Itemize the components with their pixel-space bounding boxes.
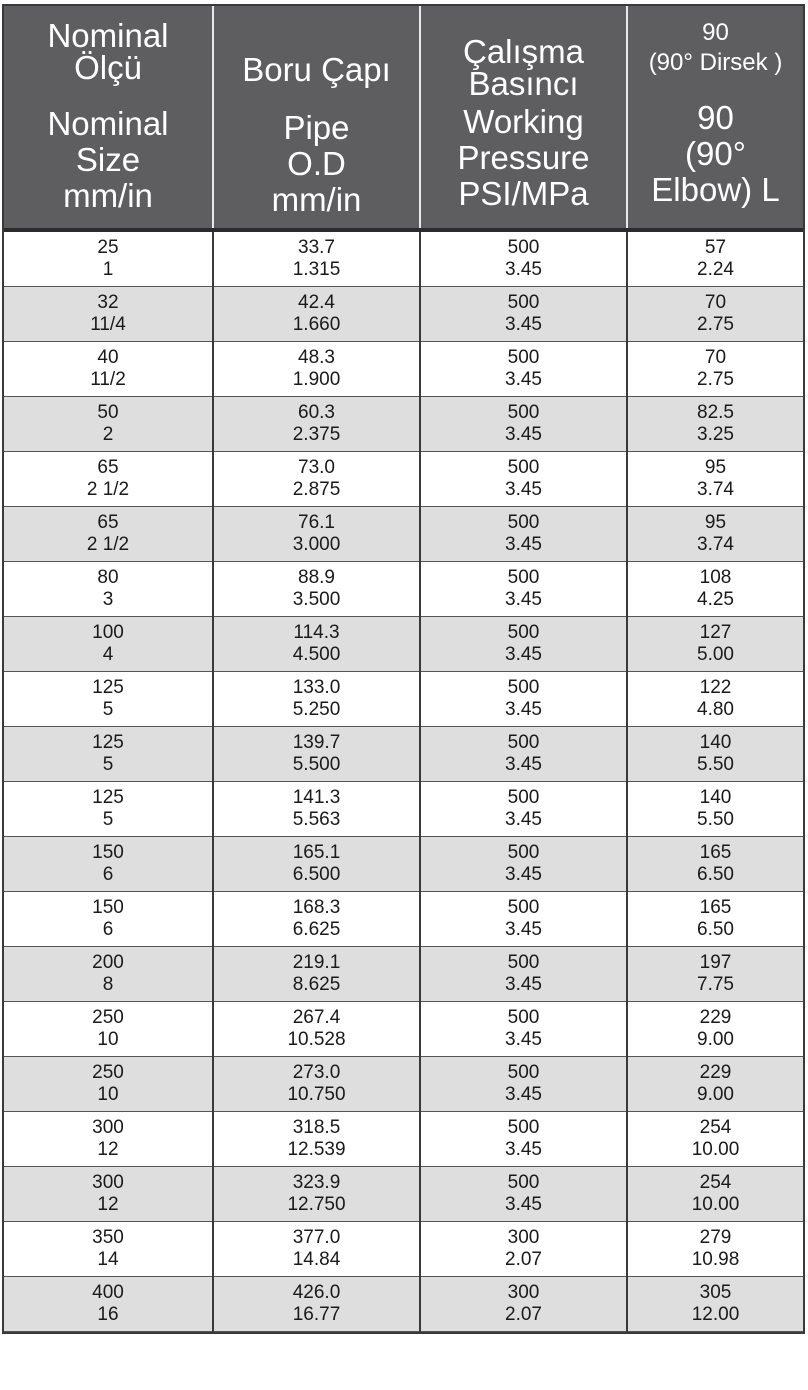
cell-value: 229 [699, 1007, 732, 1028]
cell-pipe-od [213, 947, 420, 1002]
cell-value: 10.98 [691, 1249, 740, 1270]
cell-nominal-size [4, 782, 213, 837]
cell-value: 10.750 [287, 1084, 346, 1105]
header-pressure-en-2: Pressure [457, 139, 590, 176]
cell-value: 6 [102, 864, 114, 885]
cell-value: 500 [507, 237, 540, 258]
table-body [4, 230, 803, 1332]
cell-value: 73.0 [298, 457, 335, 478]
cell-pipe-od [213, 782, 420, 837]
cell-value: 76.1 [298, 512, 335, 533]
cell-value: 4.80 [697, 699, 734, 720]
cell-nominal-size [4, 837, 213, 892]
cell-value: 25 [97, 237, 119, 258]
cell-value: 10 [97, 1084, 119, 1105]
cell-elbow-length [627, 1277, 803, 1332]
cell-value: 65 [97, 457, 119, 478]
cell-value: 2.24 [697, 259, 734, 280]
cell-value: 500 [507, 347, 540, 368]
cell-value: 10.528 [287, 1029, 346, 1050]
cell-elbow-length [627, 727, 803, 782]
cell-nominal-size [4, 617, 213, 672]
cell-value: 300 [92, 1172, 124, 1193]
cell-value: 3.74 [697, 534, 734, 555]
cell-value: 426.0 [292, 1282, 341, 1303]
cell-value: 267.4 [292, 1007, 341, 1028]
table-row [4, 452, 803, 507]
cell-value: 2.375 [292, 424, 341, 445]
cell-elbow-length [627, 837, 803, 892]
cell-value: 10.00 [691, 1194, 740, 1215]
header-nominal-tr-2: Ölçü [74, 49, 142, 86]
cell-elbow-length [627, 947, 803, 1002]
cell-value: 108 [699, 567, 732, 588]
cell-value: 300 [507, 1227, 540, 1248]
table-row [4, 617, 803, 672]
cell-value: 95 [704, 512, 727, 533]
cell-value: 165 [699, 842, 732, 863]
cell-pipe-od [213, 1277, 420, 1332]
cell-value: 4 [102, 644, 114, 665]
cell-value: 500 [507, 567, 540, 588]
cell-value: 500 [507, 512, 540, 533]
cell-nominal-size [4, 1222, 213, 1277]
cell-value: 197 [699, 952, 732, 973]
cell-elbow-length [627, 1112, 803, 1167]
cell-working-pressure [420, 1112, 627, 1167]
cell-value: 318.5 [292, 1117, 341, 1138]
cell-working-pressure [420, 727, 627, 782]
header-elbow-tr-1: 90 [702, 19, 729, 46]
cell-value: 5 [102, 754, 114, 775]
cell-value: 165 [699, 897, 732, 918]
header-pipe-en-2: O.D [287, 145, 346, 182]
cell-value: 57 [704, 237, 727, 258]
table-row [4, 507, 803, 562]
cell-nominal-size [4, 892, 213, 947]
cell-value: 3.45 [505, 699, 542, 720]
cell-value: 500 [507, 787, 540, 808]
cell-elbow-length [627, 452, 803, 507]
header-pipe-od [213, 6, 420, 230]
cell-value: 9.00 [697, 1029, 734, 1050]
cell-value: 2.07 [505, 1304, 542, 1325]
cell-value: 127 [699, 622, 732, 643]
cell-value: 150 [92, 842, 124, 863]
cell-value: 3.45 [505, 1084, 542, 1105]
cell-value: 3.45 [505, 1194, 542, 1215]
cell-value: 70 [704, 292, 727, 313]
cell-value: 14 [97, 1249, 119, 1270]
cell-pipe-od [213, 287, 420, 342]
cell-value: 114.3 [293, 622, 340, 643]
cell-value: 16.77 [292, 1304, 341, 1325]
cell-working-pressure [420, 1277, 627, 1332]
header-working-pressure [420, 6, 627, 230]
cell-value: 279 [699, 1227, 732, 1248]
cell-value: 323.9 [292, 1172, 341, 1193]
cell-nominal-size [4, 1167, 213, 1222]
cell-working-pressure [420, 397, 627, 452]
cell-value: 88.9 [298, 567, 335, 588]
cell-value: 14.84 [292, 1249, 341, 1270]
cell-value: 250 [92, 1062, 124, 1083]
cell-value: 95 [704, 457, 727, 478]
header-elbow-en-2: (90° [685, 135, 746, 172]
cell-value: 300 [92, 1117, 124, 1138]
cell-value: 219.1 [292, 952, 341, 973]
cell-working-pressure [420, 892, 627, 947]
cell-value: 5.00 [697, 644, 734, 665]
spec-table [4, 6, 803, 1332]
cell-elbow-length [627, 342, 803, 397]
cell-value: 500 [507, 842, 540, 863]
table-row [4, 287, 803, 342]
table-row [4, 1277, 803, 1332]
cell-value: 229 [699, 1062, 732, 1083]
cell-value: 500 [507, 1062, 540, 1083]
table-row [4, 342, 803, 397]
cell-value: 3.45 [505, 919, 542, 940]
header-nominal-en-1: Nominal [47, 105, 169, 142]
cell-value: 3.45 [505, 589, 542, 610]
cell-value: 65 [97, 512, 119, 533]
pipe-spec-table [2, 4, 805, 1334]
cell-value: 300 [507, 1282, 540, 1303]
cell-value: 254 [699, 1172, 732, 1193]
cell-nominal-size [4, 1057, 213, 1112]
cell-value: 3.45 [505, 809, 542, 830]
header-pressure-tr-2: Basıncı [468, 65, 579, 102]
table-row [4, 672, 803, 727]
table-row [4, 1167, 803, 1222]
cell-value: 500 [507, 402, 540, 423]
cell-elbow-length [627, 1002, 803, 1057]
table-row [4, 782, 803, 837]
cell-pipe-od [213, 342, 420, 397]
cell-nominal-size [4, 947, 213, 1002]
cell-value: 3.45 [505, 534, 542, 555]
cell-value: 6.625 [292, 919, 341, 940]
cell-value: 254 [699, 1117, 732, 1138]
cell-value: 4.500 [292, 644, 341, 665]
cell-elbow-length [627, 672, 803, 727]
cell-working-pressure [420, 287, 627, 342]
cell-value: 500 [507, 897, 540, 918]
cell-elbow-length [627, 617, 803, 672]
cell-value: 11/4 [90, 314, 126, 335]
cell-nominal-size [4, 727, 213, 782]
cell-value: 1.315 [292, 259, 341, 280]
cell-value: 3.45 [505, 424, 542, 445]
cell-value: 305 [699, 1282, 732, 1303]
cell-working-pressure [420, 507, 627, 562]
cell-value: 3.500 [292, 589, 341, 610]
cell-working-pressure [420, 1002, 627, 1057]
cell-value: 3.45 [505, 754, 542, 775]
cell-value: 500 [507, 952, 540, 973]
cell-working-pressure [420, 562, 627, 617]
cell-value: 4.25 [697, 589, 734, 610]
cell-value: 500 [507, 622, 540, 643]
cell-value: 9.00 [697, 1084, 734, 1105]
cell-pipe-od [213, 672, 420, 727]
cell-value: 2 1/2 [86, 534, 130, 555]
cell-pipe-od [213, 617, 420, 672]
cell-value: 5 [102, 699, 114, 720]
cell-value: 8 [102, 974, 114, 995]
cell-value: 2 [102, 424, 114, 445]
cell-value: 100 [92, 622, 124, 643]
cell-value: 32 [97, 292, 119, 313]
cell-working-pressure [420, 342, 627, 397]
header-elbow [627, 6, 803, 230]
cell-value: 3 [102, 589, 114, 610]
cell-value: 6.500 [292, 864, 341, 885]
cell-working-pressure [420, 1222, 627, 1277]
header-pipe-en-3: mm/in [271, 181, 362, 218]
cell-value: 500 [507, 292, 540, 313]
cell-value: 139.7 [292, 732, 341, 753]
cell-value: 11/2 [90, 369, 126, 390]
cell-value: 500 [507, 677, 540, 698]
cell-value: 2.75 [697, 314, 734, 335]
cell-value: 140 [699, 732, 732, 753]
cell-working-pressure [420, 1057, 627, 1112]
table-row [4, 562, 803, 617]
cell-nominal-size [4, 507, 213, 562]
cell-value: 3.45 [505, 644, 542, 665]
cell-elbow-length [627, 397, 803, 452]
cell-elbow-length [627, 1057, 803, 1112]
table-row [4, 947, 803, 1002]
cell-value: 12.00 [691, 1304, 740, 1325]
cell-nominal-size [4, 1112, 213, 1167]
cell-value: 5.50 [697, 754, 734, 775]
header-pressure-en-3: PSI/MPa [458, 175, 589, 212]
cell-value: 168.3 [292, 897, 341, 918]
cell-working-pressure [420, 782, 627, 837]
cell-value: 3.45 [505, 314, 542, 335]
table-row [4, 397, 803, 452]
header-elbow-tr-2: (90° Dirsek ) [648, 49, 783, 76]
cell-pipe-od [213, 1167, 420, 1222]
cell-value: 500 [507, 1007, 540, 1028]
cell-value: 350 [92, 1227, 124, 1248]
cell-value: 60.3 [298, 402, 335, 423]
cell-value: 3.45 [505, 479, 542, 500]
cell-value: 6.50 [697, 864, 734, 885]
header-pipe-en-1: Pipe [283, 109, 350, 146]
cell-value: 500 [507, 1172, 540, 1193]
cell-value: 150 [92, 897, 124, 918]
cell-value: 12.539 [287, 1139, 346, 1160]
cell-value: 3.45 [505, 1029, 542, 1050]
cell-pipe-od [213, 507, 420, 562]
table-row [4, 892, 803, 947]
cell-value: 250 [92, 1007, 124, 1028]
cell-value: 33.7 [298, 237, 335, 258]
cell-value: 3.000 [292, 534, 341, 555]
cell-value: 7.75 [697, 974, 734, 995]
cell-pipe-od [213, 837, 420, 892]
header-nominal-en-3: mm/in [63, 177, 153, 214]
table-row [4, 230, 803, 287]
cell-value: 1.900 [292, 369, 341, 390]
cell-value: 6 [102, 919, 114, 940]
cell-value: 40 [97, 347, 119, 368]
cell-value: 122 [699, 677, 732, 698]
cell-elbow-length [627, 782, 803, 837]
cell-value: 133.0 [292, 677, 341, 698]
cell-value: 2.875 [292, 479, 341, 500]
cell-value: 12.750 [287, 1194, 346, 1215]
cell-value: 2.07 [505, 1249, 542, 1270]
cell-value: 500 [507, 1117, 540, 1138]
cell-value: 3.25 [697, 424, 734, 445]
cell-value: 82.5 [697, 402, 734, 423]
cell-value: 200 [92, 952, 124, 973]
cell-value: 8.625 [292, 974, 341, 995]
cell-pipe-od [213, 562, 420, 617]
cell-nominal-size [4, 1002, 213, 1057]
cell-value: 141.3 [292, 787, 341, 808]
header-pipe-tr-1: Boru Çapı [242, 51, 391, 88]
cell-value: 125 [92, 787, 124, 808]
cell-value: 1.660 [292, 314, 341, 335]
cell-value: 500 [507, 732, 540, 753]
cell-value: 5.563 [292, 809, 341, 830]
header-elbow-en-3: Elbow) L [651, 171, 780, 208]
cell-value: 3.45 [505, 1139, 542, 1160]
cell-nominal-size [4, 562, 213, 617]
cell-working-pressure [420, 947, 627, 1002]
header-elbow-en-1: 90 [697, 99, 734, 136]
header-nominal-en-2: Size [75, 141, 141, 178]
table-row [4, 1057, 803, 1112]
cell-working-pressure [420, 452, 627, 507]
table-row [4, 1222, 803, 1277]
cell-value: 377.0 [292, 1227, 341, 1248]
cell-working-pressure [420, 837, 627, 892]
table-row [4, 837, 803, 892]
cell-value: 400 [92, 1282, 124, 1303]
cell-value: 140 [699, 787, 732, 808]
cell-value: 80 [97, 567, 119, 588]
cell-value: 5.500 [292, 754, 341, 775]
cell-value: 3.45 [505, 369, 542, 390]
cell-working-pressure [420, 672, 627, 727]
cell-value: 1 [102, 259, 114, 280]
cell-value: 500 [507, 457, 540, 478]
cell-value: 48.3 [298, 347, 335, 368]
header-pressure-en-1: Working [463, 103, 584, 140]
cell-value: 5.50 [697, 809, 734, 830]
cell-working-pressure [420, 230, 627, 287]
cell-value: 3.74 [697, 479, 734, 500]
cell-pipe-od [213, 892, 420, 947]
cell-nominal-size [4, 397, 213, 452]
cell-nominal-size [4, 342, 213, 397]
table-row [4, 1002, 803, 1057]
cell-working-pressure [420, 1167, 627, 1222]
cell-elbow-length [627, 287, 803, 342]
cell-value: 16 [97, 1304, 119, 1325]
cell-value: 3.45 [505, 864, 542, 885]
cell-value: 2.75 [697, 369, 734, 390]
cell-value: 12 [97, 1194, 119, 1215]
cell-value: 42.4 [298, 292, 335, 313]
cell-value: 6.50 [697, 919, 734, 940]
cell-pipe-od [213, 1222, 420, 1277]
cell-pipe-od [213, 727, 420, 782]
cell-pipe-od [213, 1112, 420, 1167]
table-row [4, 727, 803, 782]
header-nominal-size [4, 6, 213, 230]
cell-value: 5 [102, 809, 114, 830]
cell-value: 5.250 [292, 699, 341, 720]
cell-pipe-od [213, 397, 420, 452]
cell-value: 12 [97, 1139, 119, 1160]
cell-nominal-size [4, 452, 213, 507]
cell-value: 70 [704, 347, 727, 368]
cell-value: 2 1/2 [86, 479, 130, 500]
cell-value: 3.45 [505, 974, 542, 995]
table-header [4, 6, 803, 230]
cell-value: 165.1 [292, 842, 341, 863]
cell-elbow-length [627, 1167, 803, 1222]
cell-value: 125 [92, 732, 124, 753]
cell-working-pressure [420, 617, 627, 672]
cell-nominal-size [4, 230, 213, 287]
header-nominal-tr-1: Nominal [47, 17, 169, 54]
cell-value: 10 [97, 1029, 119, 1050]
cell-value: 3.45 [505, 259, 542, 280]
cell-value: 10.00 [691, 1139, 740, 1160]
cell-nominal-size [4, 1277, 213, 1332]
cell-nominal-size [4, 287, 213, 342]
table-row [4, 1112, 803, 1167]
cell-value: 273.0 [292, 1062, 341, 1083]
cell-elbow-length [627, 562, 803, 617]
cell-value: 125 [92, 677, 124, 698]
header-pressure-tr-1: Çalışma [462, 33, 585, 70]
cell-pipe-od [213, 452, 420, 507]
cell-elbow-length [627, 1222, 803, 1277]
cell-nominal-size [4, 672, 213, 727]
cell-pipe-od [213, 1002, 420, 1057]
cell-pipe-od [213, 230, 420, 287]
cell-pipe-od [213, 1057, 420, 1112]
cell-elbow-length [627, 507, 803, 562]
cell-elbow-length [627, 892, 803, 947]
cell-elbow-length [627, 230, 803, 287]
cell-value: 50 [97, 402, 119, 423]
